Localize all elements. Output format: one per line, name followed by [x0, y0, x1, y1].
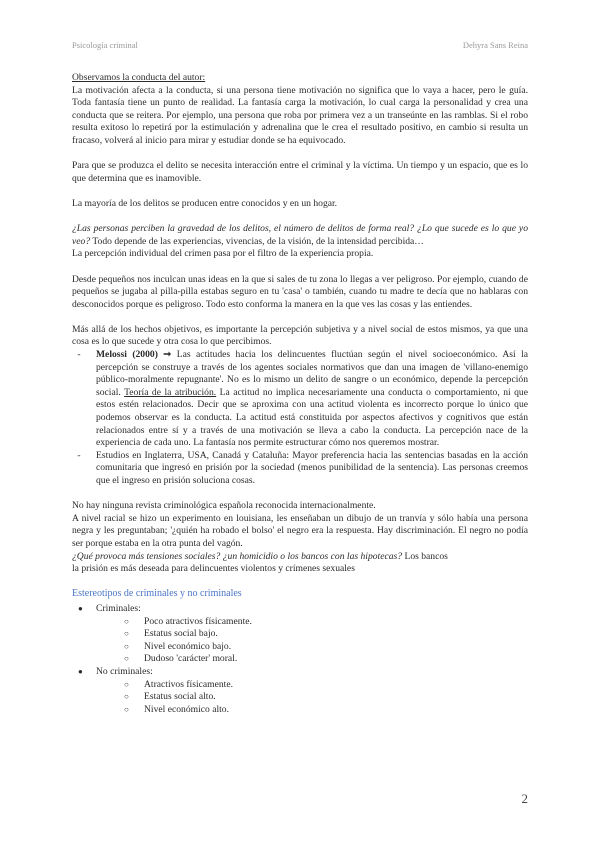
paragraph-motivation: La motivación afecta a la conducta, si una persona tiene motivación no significa que lo vaya a hacer, pero le guía. Toda fantasía tiene un punto de realidad. La fantasía carga la motivación, lo cual carga la personalidad y crea una conducta que se reitera. Por ejemplo, una persona que roba por primera vez a un transeúnte en las ramblas. Si el robo resulta exitoso lo repetirá por la estimulación y adrenalina que le crea el resultado positivo, en cambio si resulta un fracaso, volverá al inicio para mirar y estudiar donde se ha equivocado. [72, 84, 528, 146]
melossi-text-b: La actitud no implica necesariamente una conducta o comportamiento, ni que estos estén relacionados. Decir que se aproxima con una actitud violenta es incorrecto porque lo único que podemos observar es la conducta. La actitud está constituida por aspectos afectivos y cognitivos que están relacionados entre sí y a través de una motivación se lleva a cabo la conducta. La percepción nace de la experiencia de cada uno. La fantasía nos permite estructurar cómo nos queremos mostrar. [96, 386, 528, 449]
group-label: No criminales: [96, 665, 153, 677]
header-course-title: Psicología criminal [72, 40, 138, 50]
circle-bullet-icon: ○ [124, 616, 129, 626]
paragraph-prison-preference: la prisión es más deseada para delincuentes violentos y crímenes sexuales [72, 563, 355, 575]
trait-text: Nivel económico alto. [144, 703, 229, 715]
circle-bullet-icon: ○ [124, 641, 129, 651]
trait-text: Dudoso 'carácter' moral. [144, 653, 238, 665]
group-label: Criminales: [96, 602, 141, 614]
attribution-theory-text: Teoría de la atribución. [124, 386, 217, 398]
bullet-icon: ● [78, 666, 83, 676]
list-item-studies: - Estudios en Inglaterra, USA, Canadá y Cataluña: Mayor preferencia hacia las sentencias basadas en la acción comunitaria que ingresó en prisión por la sociedad (menos punibilidad de la sentencia). Las personas creemos que el ingreso en prisión soluciona cosas. [96, 450, 528, 488]
circle-bullet-icon: ○ [124, 654, 129, 664]
paragraph-journal: No hay ninguna revista criminológica española reconocida internacionalmente. [72, 500, 376, 512]
studies-list [72, 349, 528, 488]
group-non-criminals [78, 665, 528, 716]
list-item [124, 615, 528, 629]
list-item [124, 628, 528, 641]
list-item-melossi [96, 349, 528, 450]
non-criminals-traits-list [96, 679, 528, 717]
paragraph-subjective-perception: Más allá de los hechos objetivos, es importante la percepción subjetiva y a nivel social de estos mismos, ya que una cosa es lo que sucede y otra cosa lo que percibimos. [72, 323, 528, 348]
stereotypes-heading: Estereotipos de criminales y no criminales [72, 588, 242, 600]
header-author-name: Dehyra Sans Reina [462, 40, 528, 50]
paragraph-racial-experiment: A nivel racial se hizo un experimento en louisiana, les enseñaban un dibujo de un tranvía y sólo había una persona negra y les preguntaban; '¿quién ha robado el bolso' el negro era la respuesta. Hay discriminación. El negro no podía ser porque estaba en la otra punta del vagón. [72, 512, 528, 549]
perception-question-answer: Todo depende de las experiencias, vivencias, de la visión, de la intensidad percibida… [90, 235, 424, 247]
circle-bullet-icon: ○ [124, 692, 129, 702]
circle-bullet-icon: ○ [124, 704, 129, 714]
circle-bullet-icon: ○ [124, 679, 129, 689]
trait-text: Poco atractivos físicamente. [144, 615, 252, 627]
social-tension-answer: Los bancos [402, 550, 448, 562]
stereotypes-list [72, 603, 528, 716]
group-criminals [78, 602, 528, 666]
paragraph-perception-question [72, 223, 528, 248]
circle-bullet-icon: ○ [124, 629, 129, 639]
list-item [124, 691, 528, 704]
paragraph-individual-perception: La percepción individual del crimen pasa por el filtro de la experiencia propia. [72, 248, 374, 260]
document-body [72, 72, 528, 716]
trait-text: Atractivos físicamente. [144, 678, 233, 690]
social-tension-question: ¿Qué provoca más tensiones sociales? ¿un homicidio o los bancos con las hipotecas? [72, 550, 403, 562]
trait-text: Estatus social alto. [144, 691, 216, 703]
paragraph-known-offenders: La mayoría de los delitos se producen entre conocidos y en un hogar. [72, 197, 338, 209]
page-number: 2 [521, 791, 528, 806]
paragraph-interaction: Para que se produzca el delito se necesita interacción entre el criminal y la víctima. Un tiempo y un espacio, que es lo que determina que es inamovible. [72, 160, 528, 184]
section-title [72, 72, 528, 85]
bullet-icon: ● [78, 603, 83, 613]
melossi-text-a: Las actitudes hacia los delincuentes fluctúan según el nivel socioeconómico. Así la percepción se construye a través de los agentes sociales normativos que dan una imagen de 'villano-enemigo público-moralmente repugnante'. No es lo mismo un delito de sangre o un económico, depende la percepción social. [96, 349, 529, 398]
trait-text: Estatus social bajo. [144, 628, 218, 640]
melossi-reference: Melossi (2000) ➞ [96, 349, 172, 361]
criminals-traits-list [96, 616, 528, 666]
list-item [124, 640, 528, 654]
list-item [124, 653, 528, 666]
paragraph-social-tension [72, 551, 528, 564]
section-title-text: Observamos la conducta del autor: [72, 72, 206, 83]
list-item [124, 703, 528, 717]
perception-question-text: ¿Las personas perciben la gravedad de los delitos, el número de delitos de forma real? ¿Lo que sucede es lo que yo veo? [72, 223, 528, 247]
trait-text: Nivel económico bajo. [144, 640, 232, 652]
paragraph-childhood-ideas: Desde pequeños nos inculcan unas ideas en la que si sales de tu zona lo llegas a ver peligroso. Por ejemplo, cuando de pequeños se jugaba al pilla-pilla estabas seguro en tu 'casa' o también, cuando tu madre te decía que no hablaras con desconocidos porque es peligroso. Todo esto conforma la manera en la que ves las cosas y las entiendes. [72, 273, 528, 310]
list-item [124, 678, 528, 692]
